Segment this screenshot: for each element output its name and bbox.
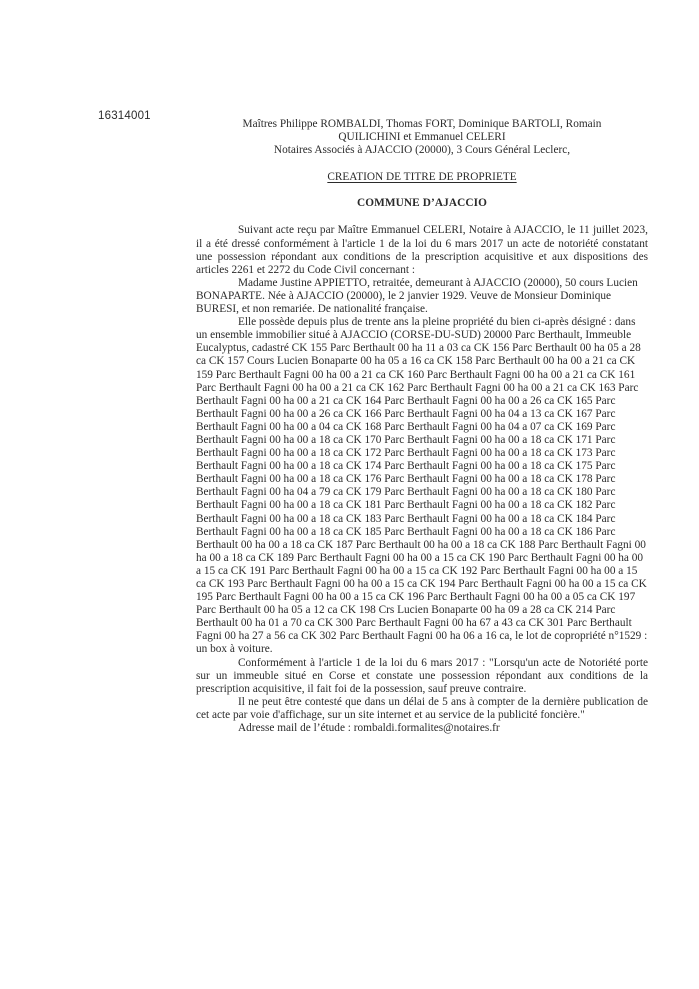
firm-header-line-1: Maîtres Philippe ROMBALDI, Thomas FORT, Dominique BARTOLI, Romain xyxy=(242,118,602,130)
commune-heading: COMMUNE D’AJACCIO xyxy=(356,197,488,210)
document-title xyxy=(196,171,648,184)
reference-number: 16314001 xyxy=(98,110,151,122)
firm-header-line-2: QUILICHINI et Emmanuel CELERI xyxy=(338,131,506,144)
paragraph-identite: Madame Justine APPIETTO, retraitée, demeurant à AJACCIO (20000), 50 cours Lucien BONAPARTE. Née à AJACCIO (20000), le 2 janvier 1929. Veuve de Monsieur Dominique BURESI, et non remariée. De nationalité française. xyxy=(196,276,638,316)
firm-header-line-3: Notaires Associés à AJACCIO (20000), 3 Cours Général Leclerc, xyxy=(273,144,571,157)
paragraph-conformement-article-1: Conformément à l'article 1 de la loi du 6 mars 2017 : "Lorsqu'un acte de Notoriété porte sur un immeuble situé en Corse et constate une possession répondant aux conditions de la prescription acquisitive, il fait foi de la possession, sauf preuve contraire. xyxy=(196,656,648,695)
document-title-text: CREATION DE TITRE DE PROPRIETE xyxy=(327,171,517,184)
firm-header xyxy=(196,118,648,157)
study-email-line: Adresse mail de l’étude : rombaldi.formalites@notaires.fr xyxy=(238,722,500,735)
document-content xyxy=(196,118,648,735)
paragraph-contestation-delai: Il ne peut être contesté que dans un délai de 5 ans à compter de la dernière publication de cet acte par voie d'affichage, sur un site internet et au service de la publicité foncière." xyxy=(196,695,648,721)
paragraph-acte-recu: Suivant acte reçu par Maître Emmanuel CELERI, Notaire à AJACCIO, le 11 juillet 2023, il a été dressé conformément à l'article 1 de la loi du 6 mars 2017 un acte de notoriété constatant une possession répondant aux conditions de la prescription acquisitive et aux dispositions des articles 2261 et 2272 du Code Civil concernant : xyxy=(196,224,648,276)
paragraph-designation-cadastrale: Elle possède depuis plus de trente ans la pleine propriété du bien ci-après désigné : dans un ensemble immobilier situé à AJACCIO (CORSE-DU-SUD) 20000 Parc Berthault, Immeuble Eucalyptus, cadastré CK 155 Parc Berthault 00 ha 11 a 03 ca CK 156 Parc Berthault 00 ha 05 a 28 ca CK 157 Cours Lucien Bonaparte 00 ha 05 a 16 ca CK 158 Parc Berthault 00 ha 00 a 21 ca CK 159 Parc Berthault Fagni 00 ha 00 a 21 ca CK 160 Parc Berthault Fagni 00 ha 00 a 21 ca CK 161 Parc Berthault Fagni 00 ha 00 a 21 ca CK 162 Parc Berthault Fagni 00 ha 00 a 21 ca CK 163 Parc Berthault Fagni 00 ha 00 a 21 ca CK 164 Parc Berthault Fagni 00 ha 00 a 26 ca CK 165 Parc Berthault Fagni 00 ha 00 a 26 ca CK 166 Parc Berthault Fagni 00 ha 04 a 13 ca CK 167 Parc Berthault Fagni 00 ha 00 a 04 ca CK 168 Parc Berthault Fagni 00 ha 04 a 07 ca CK 169 Parc Berthault Fagni 00 ha 00 a 18 ca CK 170 Parc Berthault Fagni 00 ha 00 a 18 ca CK 171 Parc Berthault Fagni 00 ha 00 a 18 ca CK 172 Parc Berthault Fagni 00 ha 00 a 18 ca CK 173 Parc Berthault Fagni 00 ha 00 a 18 ca CK 174 Parc Berthault Fagni 00 ha 00 a 18 ca CK 175 Parc Berthault Fagni 00 ha 00 a 18 ca CK 176 Parc Berthault Fagni 00 ha 00 a 18 ca CK 178 Parc Berthault Fagni 00 ha 04 a 79 ca CK 179 Parc Berthault Fagni 00 ha 00 a 18 ca CK 180 Parc Berthault Fagni 00 ha 00 a 18 ca CK 181 Parc Berthault Fagni 00 ha 00 a 18 ca CK 182 Parc Berthault Fagni 00 ha 00 a 18 ca CK 183 Parc Berthault Fagni 00 ha 00 a 18 ca CK 184 Parc Berthault Fagni 00 ha 00 a 18 ca CK 185 Parc Berthault Fagni 00 ha 00 a 18 ca CK 186 Parc Berthault 00 ha 00 a 18 ca CK 187 Parc Berthault 00 ha 00 a 18 ca CK 188 Parc Berthault Fagni 00 ha 00 a 18 ca CK 189 Parc Berthault Fagni 00 ha 00 a 15 ca CK 190 Parc Berthault Fagni 00 ha 00 a 15 ca CK 191 Parc Berthault Fagni 00 ha 00 a 15 ca CK 192 Parc Berthault Fagni 00 ha 00 a 15 ca CK 193 Parc Berthault Fagni 00 ha 00 a 15 ca CK 194 Parc Berthault Fagni 00 ha 00 a 15 ca CK 195 Parc Berthault Fagni 00 ha 00 a 15 ca CK 196 Parc Berthault Fagni 00 ha 00 a 05 ca CK 197 Parc Berthault 00 ha 05 a 12 ca CK 198 Crs Lucien Bonaparte 00 ha 09 a 28 ca CK 214 Parc Berthault 00 ha 01 a 70 ca CK 300 Parc Berthault Fagni 00 ha 67 a 43 ca CK 301 Parc Berthault Fagni 00 ha 27 a 56 ca CK 302 Parc Berthault Fagni 00 ha 06 a 16 ca, le lot de copropriété n°1529 : un box à voiture. xyxy=(196,316,648,656)
document-body xyxy=(196,224,648,735)
